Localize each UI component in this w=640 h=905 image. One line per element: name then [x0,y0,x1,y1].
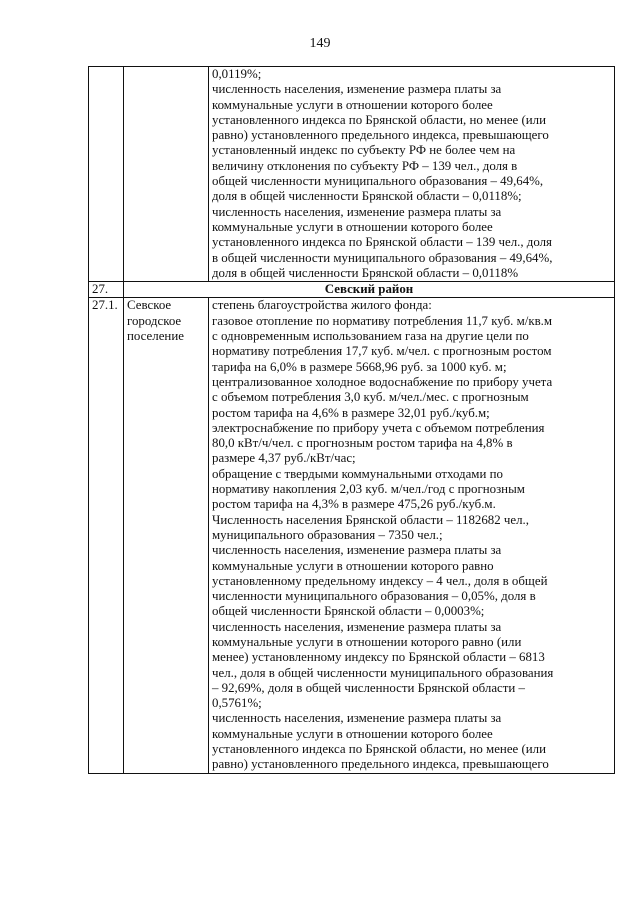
text-line: численность населения, изменение размера платы за [212,711,502,726]
text-line: ростом тарифа на 4,3% в размере 475,26 руб./куб.м. [212,497,496,512]
text-line: городское [127,313,182,328]
text-line: Численность населения Брянской области – 1182682 чел., [212,512,529,527]
settlement-name-cell [124,67,209,282]
text-line: коммунальные услуги в отношении которого равно (или [212,634,522,649]
text-line: с объемом потребления 3,0 куб. м/чел./мес. с прогнозным [212,390,529,405]
text-line: обращение с твердыми коммунальными отходами по [212,466,503,481]
settlement-name-cell [124,298,209,773]
table-row-settlement [89,298,615,773]
text-line: доля в общей численности Брянской области – 0,0118% [212,265,519,280]
settlement-text [212,298,611,772]
text-line: – 92,69%, доля в общей численности Брянской области – [212,680,525,695]
description-cell [209,298,615,773]
text-line: тарифа на 6,0% в размере 5668,96 руб. за 1000 куб. м; [212,359,507,374]
text-line: общей численности Брянской области – 0,0003%; [212,604,485,619]
text-line: размере 4,37 руб./кВт/час; [212,451,356,466]
text-line: Севское [127,298,172,313]
text-line: поселение [127,329,184,344]
table-row-continuation [89,67,615,282]
document-table [88,66,615,774]
text-line: численность населения, изменение размера платы за [212,543,502,558]
table-row-district [89,282,615,298]
text-line: 0,5761%; [212,696,262,711]
text-line: величину отклонения по субъекту РФ – 139 чел., доля в [212,158,518,173]
text-line: численность населения, изменение размера платы за [212,204,502,219]
text-line: менее) установленному индексу по Брянской области – 6813 [212,650,545,665]
row-number-cell [89,67,124,282]
text-line: нормативу потребления 17,7 куб. м/чел. с прогнозным ростом [212,344,552,359]
text-line: равно) установленного предельного индекса, превышающего [212,757,549,772]
text-line: равно) установленного предельного индекса, превышающего [212,128,549,143]
text-line: установленного индекса по Брянской области – 139 чел., доля [212,235,552,250]
text-line: нормативу накопления 2,03 куб. м/чел./год с прогнозным [212,482,525,497]
text-line: газовое отопление по нормативу потребления 11,7 куб. м/кв.м [212,313,553,328]
settlement-name [127,298,205,344]
text-line: установленного индекса по Брянской области, но менее (или [212,112,547,127]
text-line: с одновременным использованием газа на другие цели по [212,329,529,344]
text-line: установленного индекса по Брянской области, но менее (или [212,742,547,757]
continuation-text [212,67,611,281]
text-line: коммунальные услуги в отношении которого равно [212,558,494,573]
text-line: 80,0 кВт/ч/чел. с прогнозным ростом тарифа на 4,8% в [212,436,513,451]
text-line: коммунальные услуги в отношении которого более [212,726,493,741]
text-line: доля в общей численности Брянской области – 0,0118%; [212,189,522,204]
text-line: установленному предельному индексу – 4 чел., доля в общей [212,573,548,588]
text-line: степень благоустройства жилого фонда: [212,298,432,313]
text-line: коммунальные услуги в отношении которого более [212,219,493,234]
district-title: Севский район [124,282,615,298]
text-line: электроснабжение по прибору учета с объемом потребления [212,420,545,435]
text-line: ростом тарифа на 4,6% в размере 32,01 руб./куб.м; [212,405,490,420]
text-line: в общей численности муниципального образования – 49,64%, [212,250,553,265]
settlement-number: 27.1. [89,298,124,773]
description-cell [209,67,615,282]
text-line: численности муниципального образования – 0,05%, доля в [212,589,536,604]
text-line: муниципального образования – 7350 чел.; [212,527,443,542]
text-line: общей численности муниципального образования – 49,64%, [212,174,544,189]
page-number: 149 [309,36,331,51]
text-line: 0,0119%; [212,67,262,81]
text-line: численность населения, изменение размера платы за [212,82,502,97]
text-line: централизованное холодное водоснабжение по прибору учета [212,374,553,389]
text-line: чел., доля в общей численности муниципального образования [212,665,554,680]
text-line: установленный индекс по субъекту РФ не более чем на [212,143,516,158]
district-number: 27. [89,282,124,298]
text-line: численность населения, изменение размера платы за [212,619,502,634]
text-line: коммунальные услуги в отношении которого более [212,97,493,112]
